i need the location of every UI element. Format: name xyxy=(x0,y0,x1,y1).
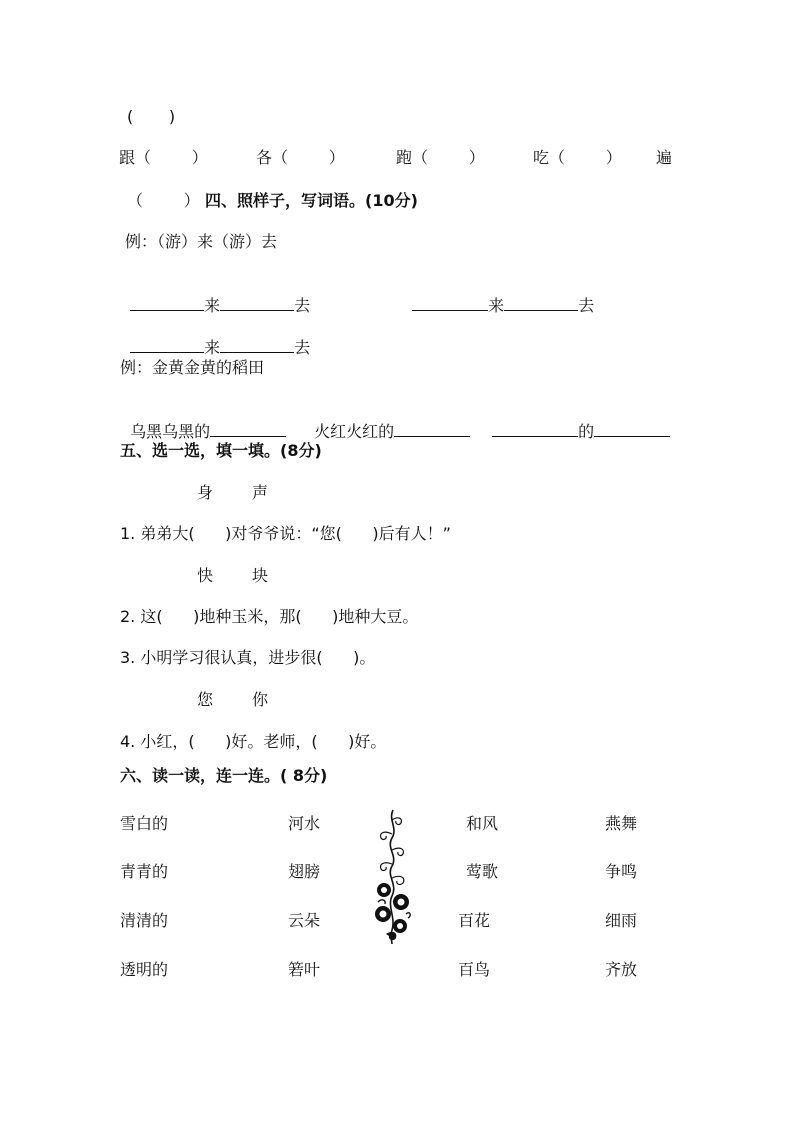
section4-heading: 四、照样子，写词语。(10分) xyxy=(205,191,418,210)
col2-item[interactable]: 河水 xyxy=(288,814,321,833)
section6-heading: 六、读一读，连一连。( 8分) xyxy=(120,766,328,785)
fill-item-pao: 跑（ ） xyxy=(396,148,485,167)
question-2: 2. 这( )地种玉米，那( )地种大豆。 xyxy=(120,607,419,626)
col4-item[interactable]: 细雨 xyxy=(605,911,638,930)
last-paren: （ ） xyxy=(127,191,200,210)
answer-blank[interactable] xyxy=(504,294,578,311)
choice-sheng: 声 xyxy=(252,483,269,502)
fill-item-bian: 遍 xyxy=(656,148,673,167)
pattern-char-qu: 去 xyxy=(294,296,311,315)
col1-item[interactable]: 青青的 xyxy=(120,862,169,881)
choice-nin: 您 xyxy=(197,690,214,709)
phrase-wuhei: 乌黑乌黑的 xyxy=(130,422,211,441)
answer-blank[interactable] xyxy=(130,294,204,311)
col1-item[interactable]: 雪白的 xyxy=(120,814,169,833)
example-1: 例：（游）来（游）去 xyxy=(125,232,278,251)
answer-blank[interactable] xyxy=(394,420,470,437)
floral-vine-icon xyxy=(370,806,416,946)
example-2: 例：金黄金黄的稻田 xyxy=(120,358,265,377)
col3-item[interactable]: 莺歌 xyxy=(466,862,499,881)
col4-item[interactable]: 争鸣 xyxy=(605,862,638,881)
phrase-huohong: 火红火红的 xyxy=(314,422,395,441)
pattern-row-2 xyxy=(402,274,594,316)
pattern-row-3 xyxy=(120,316,310,358)
top-paren: ( ) xyxy=(127,107,176,126)
question-3: 3. 小明学习很认真，进步很( )。 xyxy=(120,648,376,667)
section5-heading: 五、选一选，填一填。(8分) xyxy=(120,441,322,460)
answer-blank[interactable] xyxy=(594,420,670,437)
fill-item-gen: 跟（ ） xyxy=(119,148,208,167)
choice-kuai: 快 xyxy=(197,566,214,585)
col2-item[interactable]: 翅膀 xyxy=(288,862,321,881)
col2-item[interactable]: 云朵 xyxy=(288,911,321,930)
answer-blank[interactable] xyxy=(492,420,578,437)
pattern-row-1 xyxy=(120,274,310,316)
answer-blank[interactable] xyxy=(220,336,294,353)
answer-blank[interactable] xyxy=(412,294,488,311)
pattern-char-lai: 来 xyxy=(488,296,505,315)
phrase-de: 的 xyxy=(578,422,595,441)
col3-item[interactable]: 百花 xyxy=(458,911,491,930)
choice-kuai2: 块 xyxy=(252,566,269,585)
answer-blank[interactable] xyxy=(220,294,294,311)
col1-item[interactable]: 透明的 xyxy=(120,960,169,979)
answer-blank[interactable] xyxy=(130,336,204,353)
col3-item[interactable]: 百鸟 xyxy=(458,960,491,979)
pattern-char-qu: 去 xyxy=(294,338,311,357)
question-4: 4. 小红，( )好。老师，( )好。 xyxy=(120,732,387,751)
choice-shen: 身 xyxy=(197,483,214,502)
fill-item-chi: 吃（ ） xyxy=(533,148,622,167)
phrase-row-2 xyxy=(304,400,470,442)
fill-item-ge: 各（ ） xyxy=(256,148,345,167)
col2-item[interactable]: 箬叶 xyxy=(288,960,321,979)
answer-blank[interactable] xyxy=(210,420,286,437)
col3-item[interactable]: 和风 xyxy=(466,814,499,833)
phrase-row-3 xyxy=(482,400,670,442)
col4-item[interactable]: 齐放 xyxy=(605,960,638,979)
phrase-row xyxy=(120,400,286,442)
pattern-char-lai: 来 xyxy=(204,338,221,357)
col1-item[interactable]: 清清的 xyxy=(120,911,169,930)
col4-item[interactable]: 燕舞 xyxy=(605,814,638,833)
pattern-char-lai: 来 xyxy=(204,296,221,315)
choice-ni: 你 xyxy=(252,690,269,709)
question-1: 1. 弟弟大( )对爷爷说：“您( )后有人！” xyxy=(120,524,451,543)
pattern-char-qu: 去 xyxy=(578,296,595,315)
